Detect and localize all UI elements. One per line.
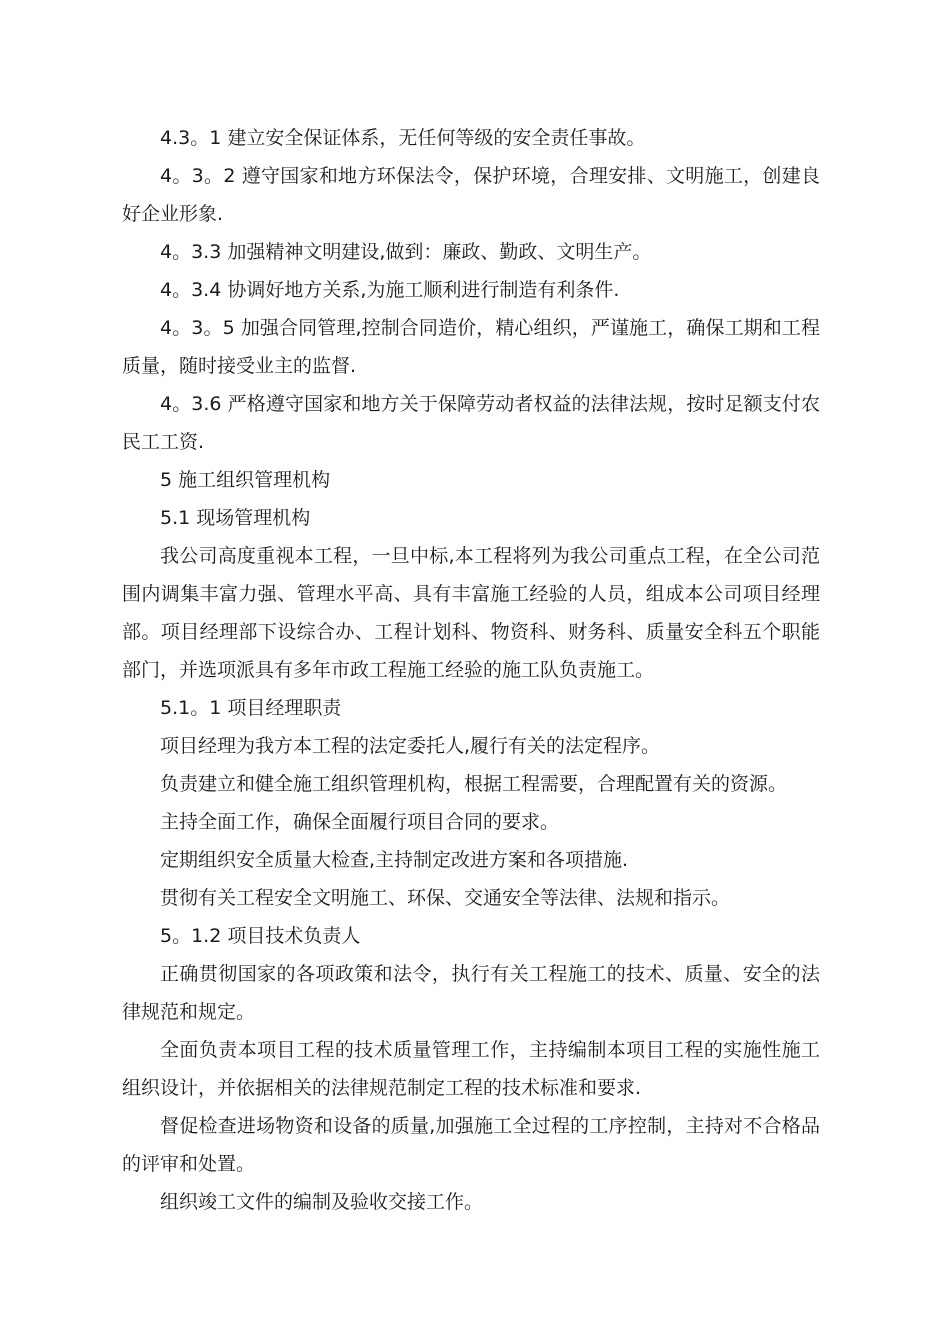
paragraph-tech-duty-4: 组织竣工文件的编制及验收交接工作。 [160,1191,484,1213]
section-heading-5-1-2: 5。1.2 项目技术负责人 [160,925,361,947]
paragraph-organization: 我公司高度重视本工程，一旦中标,本工程将列为我公司重点工程，在全公司范围内调集丰富力强、管理水平高、具有丰富施工经验的人员，组成本公司项目经理部。项目经理部下设综合办、工程计划科、物资科、财务科、质量安全科五个职能部门，并选项派具有多年市政工程施工经验的施工队负责施工。 [122,545,820,681]
paragraph-manager-duty-2: 负责建立和健全施工组织管理机构，根据工程需要，合理配置有关的资源。 [160,773,788,795]
paragraph-4-3-5: 4。3。5 加强合同管理,控制合同造价，精心组织，严谨施工，确保工期和工程质量，随时接受业主的监督. [122,317,820,377]
paragraph-manager-duty-4: 定期组织安全质量大检查,主持制定改进方案和各项措施. [160,849,629,871]
paragraph-manager-duty-1: 项目经理为我方本工程的法定委托人,履行有关的法定程序。 [160,735,661,757]
paragraph-manager-duty-5: 贯彻有关工程安全文明施工、环保、交通安全等法律、法规和指示。 [160,887,731,909]
paragraph-tech-duty-2: 全面负责本项目工程的技术质量管理工作，主持编制本项目工程的实施性施工组织设计，并依据相关的法律规范制定工程的技术标准和要求. [122,1039,820,1099]
paragraph-4-3-6: 4。3.6 严格遵守国家和地方关于保障劳动者权益的法律法规，按时足额支付农民工工资. [122,393,820,453]
paragraph-tech-duty-1: 正确贯彻国家的各项政策和法令，执行有关工程施工的技术、质量、安全的法律规范和规定。 [122,963,820,1023]
paragraph-tech-duty-3: 督促检查进场物资和设备的质量,加强施工全过程的工序控制，主持对不合格品的评审和处置。 [122,1115,820,1175]
paragraph-4-3-2: 4。3。2 遵守国家和地方环保法令，保护环境，合理安排、文明施工，创建良好企业形象. [122,165,820,225]
section-heading-5-1: 5.1 现场管理机构 [160,507,311,529]
section-heading-5: 5 施工组织管理机构 [160,469,331,491]
paragraph-manager-duty-3: 主持全面工作，确保全面履行项目合同的要求。 [160,811,560,833]
paragraph-4-3-3: 4。3.3 加强精神文明建设,做到：廉政、勤政、文明生产。 [160,241,652,263]
section-heading-5-1-1: 5.1。1 项目经理职责 [160,697,342,719]
paragraph-4-3-4: 4。3.4 协调好地方关系,为施工顺利进行制造有利条件. [160,279,620,301]
document-body [122,119,820,1221]
paragraph-4-3-1: 4.3。1 建立安全保证体系，无任何等级的安全责任事故。 [160,127,646,149]
